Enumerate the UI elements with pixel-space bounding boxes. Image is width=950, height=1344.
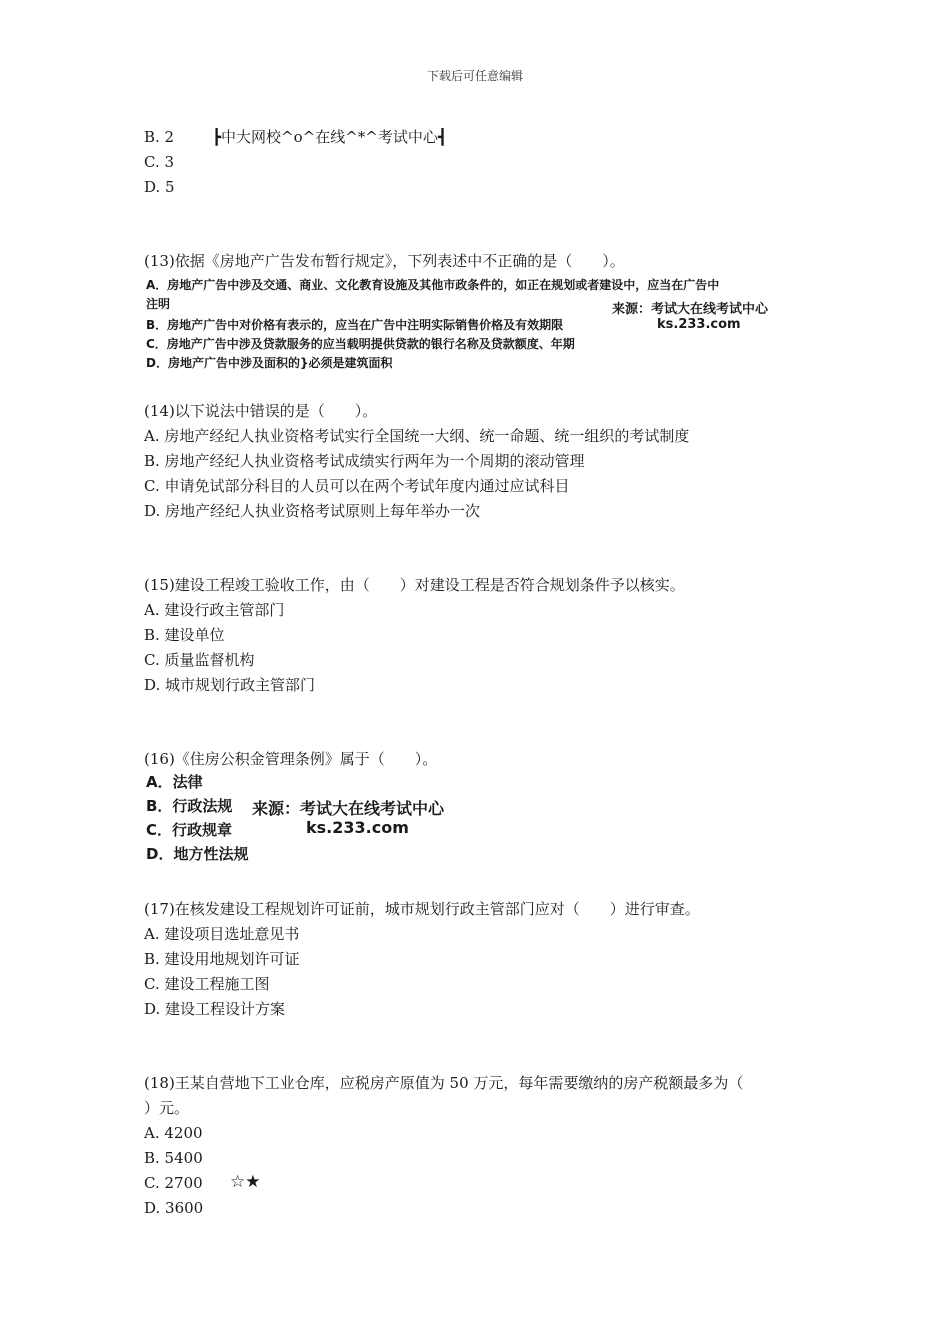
- option-d: D. 建设工程设计方案: [144, 1000, 286, 1018]
- option-b: B. 建设单位: [144, 626, 225, 644]
- option-c: C. 申请免试部分科目的人员可以在两个考试年度内通过应试科目: [144, 477, 570, 495]
- question-stem: (17)在核发建设工程规划许可证前，城市规划行政主管部门应对（ ）进行审查。: [144, 900, 700, 918]
- question-stem: (14)以下说法中错误的是（ ）。: [144, 402, 378, 420]
- option-a: A. 4200: [144, 1124, 203, 1142]
- option-d: D．房地产广告中涉及面积的}必须是建筑面积: [146, 356, 393, 370]
- option-b: B. 房地产经纪人执业资格考试成绩实行两年为一个周期的滚动管理: [144, 452, 585, 470]
- option-d: D. 5: [144, 178, 175, 196]
- option-a: A. 建设行政主管部门: [144, 601, 285, 619]
- option-c: C. 2700: [144, 1174, 203, 1192]
- star-icon: ☆★: [230, 1172, 261, 1192]
- watermark-source: 来源：考试大在线考试中心: [252, 799, 445, 818]
- page-header: 下载后可任意编辑: [426, 69, 523, 83]
- option-d: D. 城市规划行政主管部门: [144, 676, 316, 694]
- question-stem: (15)建设工程竣工验收工作，由（ ）对建设工程是否符合规划条件予以核实。: [144, 576, 685, 594]
- option-b: B. 5400: [144, 1149, 203, 1167]
- option-a-continued: 注明: [146, 297, 171, 311]
- question-stem: (18)王某自营地下工业仓库，应税房产原值为 50 万元，每年需要缴纳的房产税额最多为（: [144, 1074, 744, 1092]
- option-a: A. 建设项目选址意见书: [144, 925, 300, 943]
- option-b: B．房地产广告中对价格有表示的，应当在广告中注明实际销售价格及有效期限: [146, 318, 564, 332]
- watermark-url: ks.233.com: [306, 818, 409, 837]
- option-a: A. 房地产经纪人执业资格考试实行全国统一大纲、统一命题、统一组织的考试制度: [144, 427, 690, 445]
- option-c: C．行政规章: [146, 821, 233, 839]
- option-c: C. 建设工程施工图: [144, 975, 270, 993]
- option-b: B．行政法规: [146, 797, 233, 815]
- option-a: A．法律: [146, 773, 203, 791]
- option-b: B. 2: [144, 128, 175, 146]
- question-stem-continued: ）元。: [144, 1099, 190, 1117]
- question-stem: (16)《住房公积金管理条例》属于（ ）。: [144, 750, 438, 768]
- watermark-url: ks.233.com: [657, 317, 741, 332]
- option-c: C．房地产广告中涉及贷款服务的应当载明提供贷款的银行名称及贷款额度、年期: [146, 337, 575, 351]
- option-d: D. 房地产经纪人执业资格考试原则上每年举办一次: [144, 502, 481, 520]
- inline-note: ┣中大网校^o^在线^*^考试中心┫: [212, 128, 447, 146]
- watermark-source: 来源：考试大在线考试中心: [612, 302, 769, 317]
- option-a: A．房地产广告中涉及交通、商业、文化教育设施及其他市政条件的，如正在规划或者建设中，应当在广告中: [146, 278, 720, 292]
- option-c: C. 3: [144, 153, 175, 171]
- question-stem: (13)依据《房地产广告发布暂行规定》，下列表述中不正确的是（ ）。: [144, 252, 625, 270]
- option-d: D．地方性法规: [146, 845, 249, 863]
- option-d: D. 3600: [144, 1199, 204, 1217]
- option-c: C. 质量监督机构: [144, 651, 255, 669]
- option-b: B. 建设用地规划许可证: [144, 950, 300, 968]
